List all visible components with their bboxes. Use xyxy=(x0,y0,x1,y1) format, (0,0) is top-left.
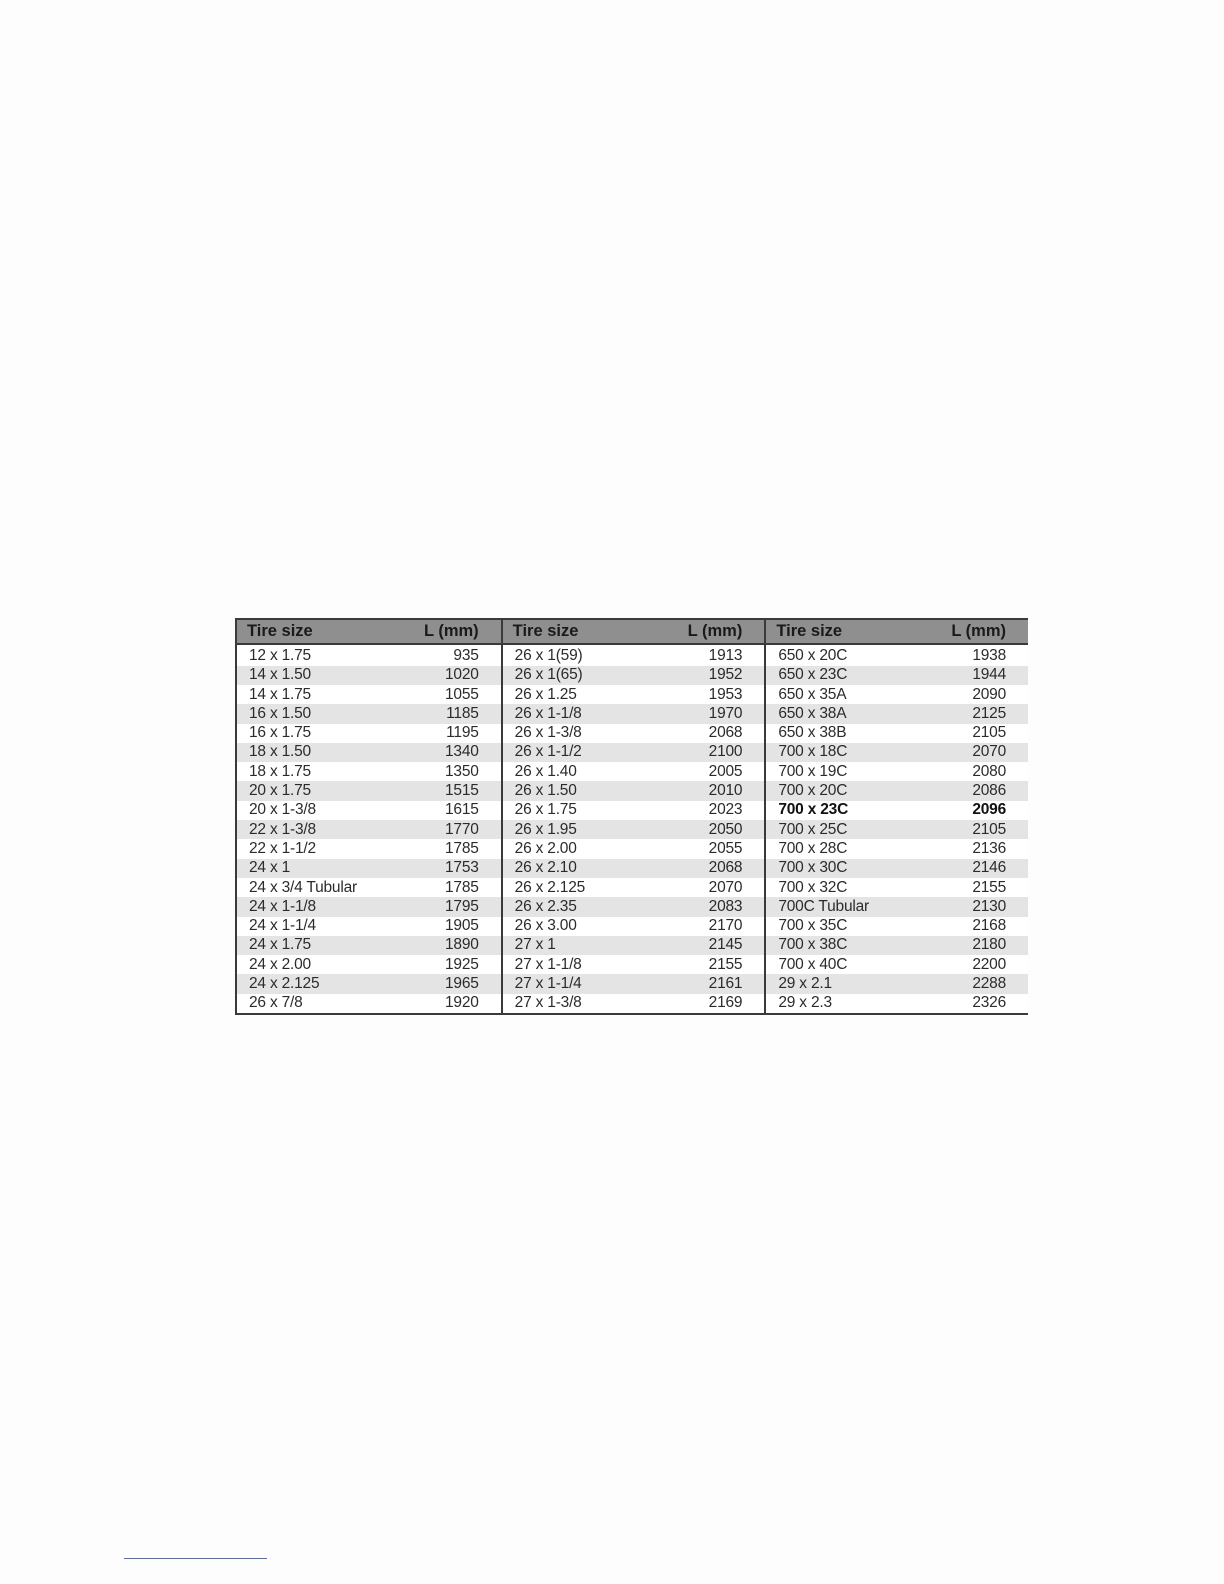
tire-size-cell: 700 x 18C xyxy=(778,743,848,761)
table-row xyxy=(766,859,1028,878)
table-row xyxy=(503,646,765,665)
table-header-row xyxy=(766,618,1028,645)
tire-size-cell: 27 x 1 xyxy=(514,936,556,954)
length-cell: 935 xyxy=(453,647,479,664)
tire-size-cell: 26 x 1.50 xyxy=(514,782,577,800)
tire-size-cell: 24 x 1.75 xyxy=(249,936,311,954)
length-cell: 2068 xyxy=(708,859,743,877)
tire-size-cell: 14 x 1.75 xyxy=(249,685,311,703)
tire-size-cell: 29 x 2.1 xyxy=(778,975,832,993)
tire-size-cell: 650 x 35A xyxy=(778,685,847,703)
length-cell: 2288 xyxy=(972,975,1007,993)
tire-size-cell: 26 x 1-1/2 xyxy=(514,743,582,761)
tire-size-cell: 24 x 2.00 xyxy=(249,955,311,973)
table-row xyxy=(237,839,501,858)
tire-size-cell: 26 x 1(65) xyxy=(514,666,583,684)
footnote-separator xyxy=(124,1558,267,1559)
length-cell: 1785 xyxy=(444,878,479,896)
length-cell: 1944 xyxy=(972,666,1007,684)
table-row xyxy=(237,646,501,665)
length-cell: 1753 xyxy=(444,859,479,877)
tire-size-cell: 650 x 38A xyxy=(778,704,847,722)
header-length: L (mm) xyxy=(687,622,743,641)
length-cell: 2105 xyxy=(972,724,1007,742)
length-cell: 2161 xyxy=(708,975,743,993)
tire-size-cell: 26 x 2.125 xyxy=(514,878,586,896)
length-cell: 1965 xyxy=(444,975,479,993)
table-row xyxy=(503,743,765,762)
length-cell: 2080 xyxy=(972,762,1007,780)
table-row xyxy=(503,994,765,1013)
table-row xyxy=(237,724,501,743)
length-cell: 2200 xyxy=(972,955,1007,973)
tire-size-cell: 24 x 1-1/8 xyxy=(249,897,316,915)
tire-size-cell: 16 x 1.75 xyxy=(249,724,311,742)
length-cell: 2169 xyxy=(708,994,743,1012)
length-cell: 1020 xyxy=(444,666,479,684)
length-cell: 2070 xyxy=(708,878,743,896)
length-cell: 2005 xyxy=(708,762,743,780)
tire-size-cell: 700 x 35C xyxy=(778,917,848,935)
table-row xyxy=(503,878,765,897)
tire-size-cell: 26 x 1-1/8 xyxy=(514,704,582,722)
tire-size-cell: 20 x 1-3/8 xyxy=(249,801,316,819)
table-column xyxy=(237,618,501,1013)
tire-size-cell: 650 x 20C xyxy=(778,647,848,664)
table-row xyxy=(766,839,1028,858)
table-row xyxy=(237,994,501,1013)
length-cell: 2023 xyxy=(708,801,743,819)
tire-size-cell: 24 x 1-1/4 xyxy=(249,917,316,935)
length-cell: 2146 xyxy=(972,859,1007,877)
table-row xyxy=(237,897,501,916)
length-cell: 2155 xyxy=(708,955,743,973)
tire-size-cell: 26 x 7/8 xyxy=(249,994,303,1012)
length-cell: 1890 xyxy=(444,936,479,954)
table-row xyxy=(237,743,501,762)
table-body xyxy=(503,645,765,1013)
length-cell: 2086 xyxy=(972,782,1007,800)
length-cell: 2070 xyxy=(972,743,1007,761)
tire-size-cell: 29 x 2.3 xyxy=(778,994,832,1012)
table-row xyxy=(766,646,1028,665)
tire-size-cell: 700 x 25C xyxy=(778,820,848,838)
tire-size-cell: 26 x 1-3/8 xyxy=(514,724,582,742)
table-row xyxy=(766,994,1028,1013)
length-cell: 2170 xyxy=(708,917,743,935)
length-cell: 2050 xyxy=(708,820,743,838)
tire-size-cell: 24 x 2.125 xyxy=(249,975,320,993)
table-row xyxy=(503,820,765,839)
table-row xyxy=(237,936,501,955)
table-row xyxy=(237,859,501,878)
tire-size-cell: 650 x 23C xyxy=(778,666,848,684)
length-cell: 2125 xyxy=(972,704,1007,722)
tire-size-cell: 700 x 32C xyxy=(778,878,848,896)
header-tire-size: Tire size xyxy=(247,622,313,641)
table-row xyxy=(503,839,765,858)
length-cell: 1770 xyxy=(444,820,479,838)
table-row xyxy=(766,666,1028,685)
length-cell: 2068 xyxy=(708,724,743,742)
length-cell: 2168 xyxy=(972,917,1007,935)
table-row xyxy=(766,974,1028,993)
table-row xyxy=(503,762,765,781)
table-column xyxy=(764,618,1028,1013)
tire-size-cell: 22 x 1-3/8 xyxy=(249,820,316,838)
table-row xyxy=(503,974,765,993)
tire-size-cell: 700 x 38C xyxy=(778,936,848,954)
table-row xyxy=(766,936,1028,955)
tire-size-cell: 700 x 28C xyxy=(778,839,848,857)
tire-size-cell: 26 x 1.95 xyxy=(514,820,577,838)
length-cell: 2130 xyxy=(972,897,1007,915)
length-cell: 1938 xyxy=(972,647,1007,664)
tire-size-cell: 26 x 2.00 xyxy=(514,839,577,857)
table-row xyxy=(237,781,501,800)
tire-size-cell: 700 x 40C xyxy=(778,955,848,973)
table-row xyxy=(766,704,1028,723)
tire-size-cell: 26 x 1.25 xyxy=(514,685,577,703)
tire-size-cell: 700C Tubular xyxy=(778,897,870,915)
table-row xyxy=(237,762,501,781)
tire-size-cell: 24 x 1 xyxy=(249,859,291,877)
length-cell: 2326 xyxy=(972,994,1007,1012)
length-cell: 1795 xyxy=(444,897,479,915)
length-cell: 2055 xyxy=(708,839,743,857)
tire-size-cell: 26 x 1.75 xyxy=(514,801,577,819)
table-row xyxy=(503,897,765,916)
tire-size-cell: 16 x 1.50 xyxy=(249,704,311,722)
table-row xyxy=(503,801,765,820)
length-cell: 1970 xyxy=(708,704,743,722)
header-tire-size: Tire size xyxy=(776,622,843,641)
length-cell: 2180 xyxy=(972,936,1007,954)
table-row xyxy=(766,820,1028,839)
table-row xyxy=(503,936,765,955)
length-cell: 1913 xyxy=(708,647,743,664)
table-row xyxy=(503,917,765,936)
table-row xyxy=(766,801,1028,820)
table-body xyxy=(766,645,1028,1013)
length-cell: 2083 xyxy=(708,897,743,915)
tire-size-cell: 26 x 2.35 xyxy=(514,897,577,915)
table-row xyxy=(237,820,501,839)
tire-size-cell: 700 x 30C xyxy=(778,859,848,877)
table-row xyxy=(766,762,1028,781)
tire-size-cell: 20 x 1.75 xyxy=(249,782,311,800)
tire-size-cell: 700 x 23C xyxy=(778,801,849,819)
tire-size-cell: 27 x 1-3/8 xyxy=(514,994,582,1012)
length-cell: 2155 xyxy=(972,878,1007,896)
table-row xyxy=(503,955,765,974)
table-row xyxy=(766,897,1028,916)
length-cell: 1920 xyxy=(444,994,479,1012)
table-row xyxy=(766,685,1028,704)
tire-size-cell: 700 x 20C xyxy=(778,782,848,800)
table-header-row xyxy=(503,618,765,645)
length-cell: 2136 xyxy=(972,839,1007,857)
length-cell: 1785 xyxy=(444,839,479,857)
table-row xyxy=(766,955,1028,974)
length-cell: 1952 xyxy=(708,666,743,684)
table-row xyxy=(503,704,765,723)
length-cell: 1925 xyxy=(444,955,479,973)
length-cell: 1905 xyxy=(444,917,479,935)
length-cell: 2096 xyxy=(972,801,1007,819)
length-cell: 1615 xyxy=(444,801,479,819)
length-cell: 2145 xyxy=(708,936,743,954)
tire-size-cell: 22 x 1-1/2 xyxy=(249,839,316,857)
table-row xyxy=(237,974,501,993)
table-column xyxy=(501,618,765,1013)
table-row xyxy=(237,878,501,897)
length-cell: 1055 xyxy=(444,685,479,703)
length-cell: 1340 xyxy=(444,743,479,761)
header-tire-size: Tire size xyxy=(512,622,579,641)
tire-size-cell: 18 x 1.75 xyxy=(249,762,311,780)
table-row xyxy=(237,917,501,936)
table-row xyxy=(766,724,1028,743)
length-cell: 2010 xyxy=(708,782,743,800)
table-row xyxy=(237,801,501,820)
tire-size-cell: 26 x 2.10 xyxy=(514,859,577,877)
tire-size-cell: 14 x 1.50 xyxy=(249,666,311,684)
tire-size-cell: 27 x 1-1/4 xyxy=(514,975,582,993)
length-cell: 1350 xyxy=(444,762,479,780)
table-row xyxy=(503,781,765,800)
length-cell: 2105 xyxy=(972,820,1007,838)
table-row xyxy=(503,666,765,685)
length-cell: 1185 xyxy=(446,704,479,722)
table-row xyxy=(237,704,501,723)
tire-size-table xyxy=(235,618,1028,1015)
tire-size-cell: 24 x 3/4 Tubular xyxy=(249,878,357,896)
table-row xyxy=(237,955,501,974)
header-length: L (mm) xyxy=(423,622,479,641)
table-row xyxy=(766,781,1028,800)
table-row xyxy=(766,917,1028,936)
tire-size-cell: 12 x 1.75 xyxy=(249,647,311,664)
tire-size-cell: 27 x 1-1/8 xyxy=(514,955,582,973)
table-row xyxy=(237,666,501,685)
table-body xyxy=(237,645,501,1013)
table-row xyxy=(766,878,1028,897)
length-cell: 1195 xyxy=(446,724,479,742)
tire-size-cell: 650 x 38B xyxy=(778,724,847,742)
length-cell: 2090 xyxy=(972,685,1007,703)
table-row xyxy=(503,724,765,743)
header-length: L (mm) xyxy=(951,622,1007,641)
length-cell: 1515 xyxy=(444,782,479,800)
tire-size-cell: 18 x 1.50 xyxy=(249,743,311,761)
table-row xyxy=(503,859,765,878)
tire-size-cell: 26 x 3.00 xyxy=(514,917,577,935)
table-row xyxy=(766,743,1028,762)
tire-size-cell: 700 x 19C xyxy=(778,762,848,780)
length-cell: 1953 xyxy=(708,685,743,703)
table-row xyxy=(237,685,501,704)
table-row xyxy=(503,685,765,704)
tire-size-cell: 26 x 1.40 xyxy=(514,762,577,780)
table-header-row xyxy=(237,618,501,645)
length-cell: 2100 xyxy=(708,743,743,761)
tire-size-cell: 26 x 1(59) xyxy=(514,647,583,664)
